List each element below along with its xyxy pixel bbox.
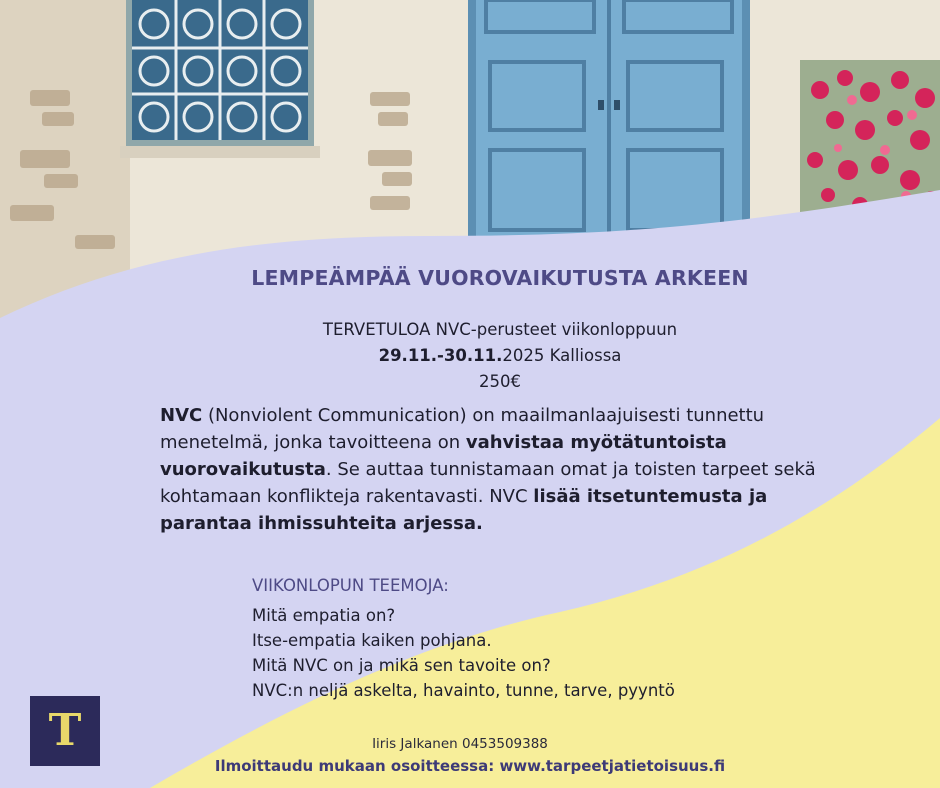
theme-item: Mitä NVC on ja mikä sen tavoite on? — [252, 656, 551, 675]
theme-item: NVC:n neljä askelta, havainto, tunne, tarve, pyyntö — [252, 681, 675, 700]
description-paragraph — [160, 402, 850, 537]
signup-link[interactable]: Ilmoittaudu mukaan osoitteessa: www.tarpeetjatietoisuus.fi — [214, 757, 726, 775]
desc-text-2: . Se auttaa tunnistamaan omat ja toisten tarpeet sekä kohtamaan konflikteja rakentavasti. NVC — [160, 459, 816, 507]
dates-place: 2025 Kalliossa — [502, 346, 622, 365]
event-price: 250€ — [479, 372, 521, 391]
event-dates — [0, 346, 940, 365]
dates-bold: 29.11.-30.11. — [378, 346, 503, 365]
theme-item: Mitä empatia on? — [252, 606, 396, 625]
theme-item: Itse-empatia kaiken pohjana. — [252, 631, 492, 650]
desc-nvc: NVC — [160, 405, 203, 426]
desc-highlight-1: vahvistaa myötätuntoista vuorovaikutusta — [160, 432, 727, 480]
themes-heading: VIIKONLOPUN TEEMOJA: — [252, 576, 449, 595]
contact-info: Iiris Jalkanen 0453509388 — [372, 736, 548, 752]
desc-highlight-2: lisää itsetuntemusta ja parantaa ihmissuhteita arjessa. — [160, 486, 768, 534]
poster-title: LEMPEÄMPÄÄ VUOROVAIKUTUSTA ARKEEN — [251, 266, 749, 290]
welcome-line: TERVETULOA NVC-perusteet viikonloppuun — [322, 320, 678, 339]
desc-text-1: (Nonviolent Communication) on maailmanlaajuisesti tunnettu menetelmä, jonka tavoitteena on — [160, 405, 765, 453]
brand-logo — [30, 696, 100, 766]
logo-letter: T — [48, 705, 82, 756]
